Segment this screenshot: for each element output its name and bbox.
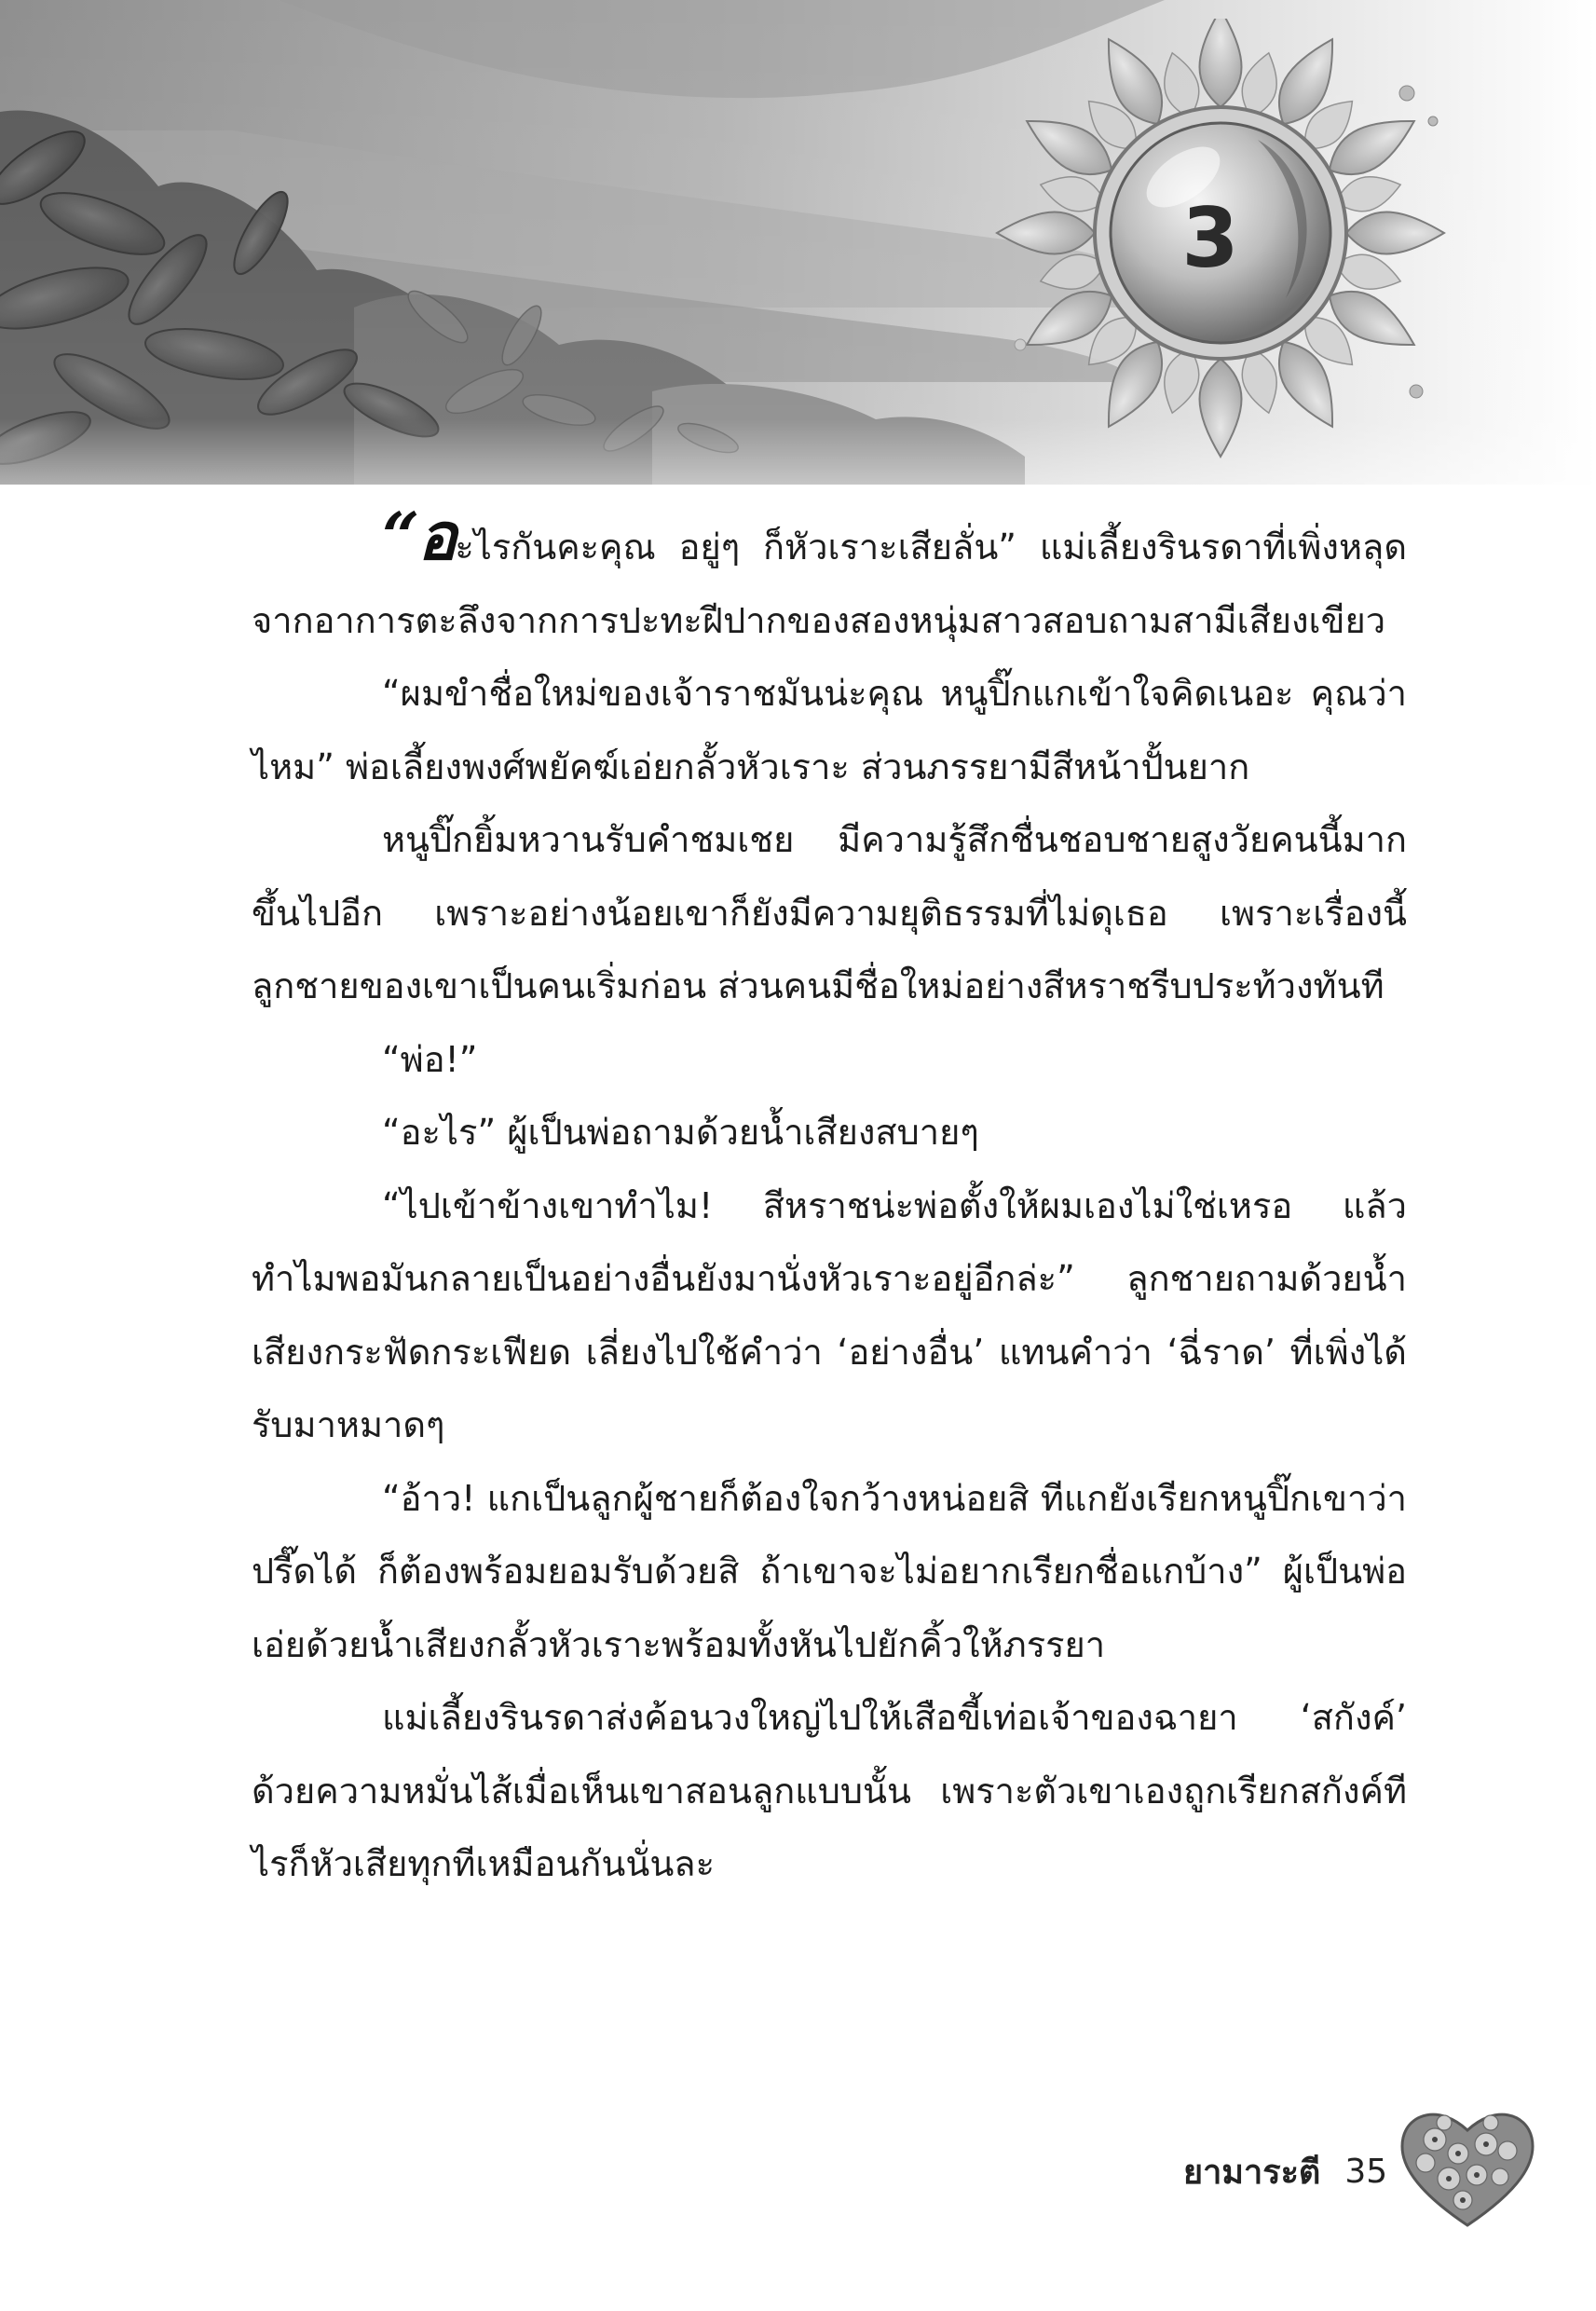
paragraph-7: “อ้าว! แกเป็นลูกผู้ชายก็ต้องใจกว้างหน่อยสิ ทีแกยังเรียกหนูปิ๊กเขาว่าปรี๊ดได้ ก็ต้องพร้อมยอมรับด้วยสิ ถ้าเขาจะไม่อยากเรียกชื่อแกบ้าง” ผู้เป็นพ่อเอ่ยด้วยน้ำเสียงกลั้วหัวเราะพร้อมทั้งหันไปยักคิ้วให้ภรรยา	[252, 1477, 1407, 1665]
paragraph-8: แม่เลี้ยงรินรดาส่งค้อนวงใหญ่ไปให้เสือขี้เท่อเจ้าของฉายา ‘สกังค์’ ด้วยความหมั่นไส้เมื่อเห็นเขาสอนลูกแบบนั้น เพราะตัวเขาเองถูกเรียกสกังค์ทีไรก็หัวเสียทุกทีเหมือนกันนั่นละ	[252, 1697, 1407, 1884]
chapter-body	[252, 498, 1407, 1901]
chapter-number: 3	[1181, 189, 1239, 286]
paragraph-6: “ไปเข้าข้างเขาทำไม! สีหราชน่ะพ่อตั้งให้ผมเองไม่ใช่เหรอ แล้วทำไมพอมันกลายเป็นอย่างอื่นยังมานั่งหัวเราะอยู่อีกล่ะ” ลูกชายถามด้วยน้ำเสียงกระฟัดกระเฟียด เลี่ยงไปใช้คำว่า ‘อย่างอื่น’ แทนคำว่า ‘ฉี่ราด’ ที่เพิ่งได้รับมาหมาดๆ	[252, 1184, 1407, 1445]
paragraph-text: ะไรกันคะคุณ อยู่ๆ ก็หัวเราะเสียลั่น” แม่เลี้ยงรินรดาที่เพิ่งหลุดจากอาการตะลึงจากการปะทะฝีปากของสองหนุ่มสาวสอบถามสามีเสียงเขียว	[252, 526, 1407, 641]
paragraph-5: “อะไร” ผู้เป็นพ่อถามด้วยน้ำเสียงสบายๆ	[382, 1112, 979, 1153]
page-footer	[1183, 2134, 1387, 2208]
page-number: 35	[1344, 2152, 1388, 2191]
book-title: ยามาระตี	[1183, 2153, 1321, 2192]
flower-heart-icon	[1398, 2102, 1537, 2233]
drop-cap: “อ	[382, 498, 456, 575]
paragraph-1	[252, 498, 1407, 657]
paragraph-4: “พ่อ!”	[382, 1038, 478, 1080]
paragraph-2: “ผมขำชื่อใหม่ของเจ้าราชมันน่ะคุณ หนูปิ๊กแกเข้าใจคิดเนอะ คุณว่าไหม” พ่อเลี้ยงพงศ์พยัคฆ์เอ่ยกลั้วหัวเราะ ส่วนภรรยามีสีหน้าปั้นยาก	[252, 673, 1407, 787]
paragraph-3: หนูปิ๊กยิ้มหวานรับคำชมเชย มีความรู้สึกชื่นชอบชายสูงวัยคนนี้มากขึ้นไปอีก เพราะอย่างน้อยเขาก็ยังมีความยุติธรรมที่ไม่ดุเธอ เพราะเรื่องนี้ลูกชายของเขาเป็นคนเริ่มก่อน ส่วนคนมีชื่อใหม่อย่างสีหราชรีบประท้วงทันที	[252, 819, 1407, 1006]
chapter-emblem	[969, 19, 1472, 485]
